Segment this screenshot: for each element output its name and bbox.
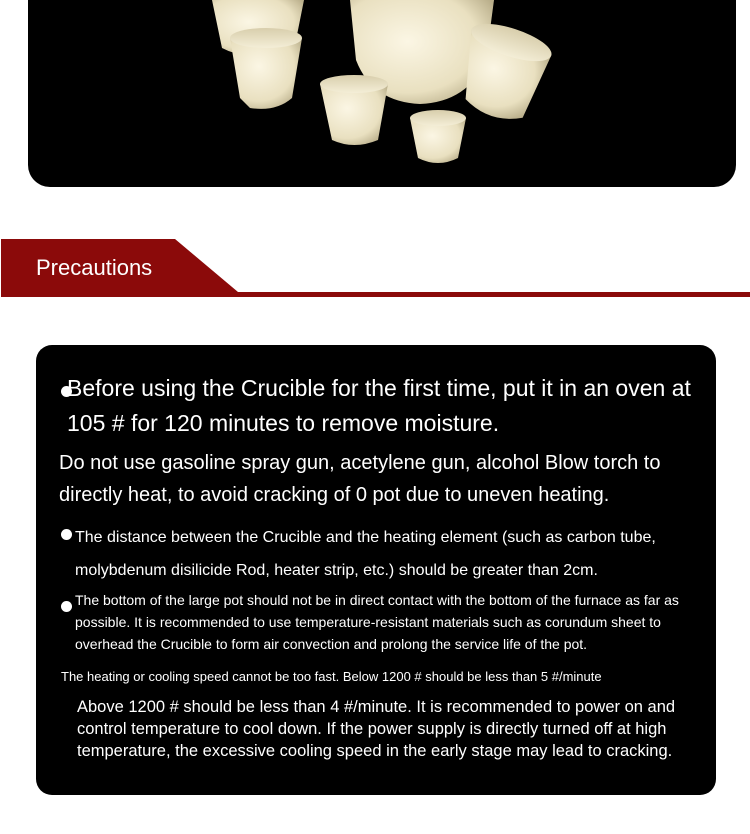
crucibles-illustration	[28, 0, 736, 187]
precaution-3: The distance between the Crucible and the heating element (such as carbon tube, molybdenum disilicide Rod, heater strip, etc.) should be greater than 2cm.	[75, 529, 656, 579]
bullet-dot	[61, 601, 72, 612]
precaution-6: Above 1200 # should be less than 4 #/minute. It is recommended to power on and control temperature to cool down. If the power supply is directly turned off at high temperature, the excessive cooling speed in the early stage may lead to cracking.	[77, 698, 676, 760]
crucible-small-middle	[320, 84, 388, 145]
crucible-small-left	[230, 38, 302, 109]
precaution-2: Do not use gasoline spray gun, acetylene gun, alcohol Blow torch to directly heat, to avoid cracking of 0 pot due to uneven heating.	[59, 452, 661, 506]
precautions-panel	[36, 345, 716, 795]
product-photo	[28, 0, 736, 187]
precaution-1: Before using the Crucible for the first time, put it in an oven at 105 # for 120 minutes to remove moisture.	[67, 375, 691, 436]
bullet-dot	[61, 529, 72, 540]
precaution-5: The heating or cooling speed cannot be too fast. Below 1200 # should be less than 5 #/minute	[61, 669, 602, 684]
precaution-4: The bottom of the large pot should not be in direct contact with the bottom of the furnace as far as possible. It is recommended to use temperature-resistant materials such as corundum sheet to overhead the Crucible to form air convection and prolong the service life of the pot.	[75, 592, 679, 652]
section-title: Precautions	[36, 255, 153, 280]
